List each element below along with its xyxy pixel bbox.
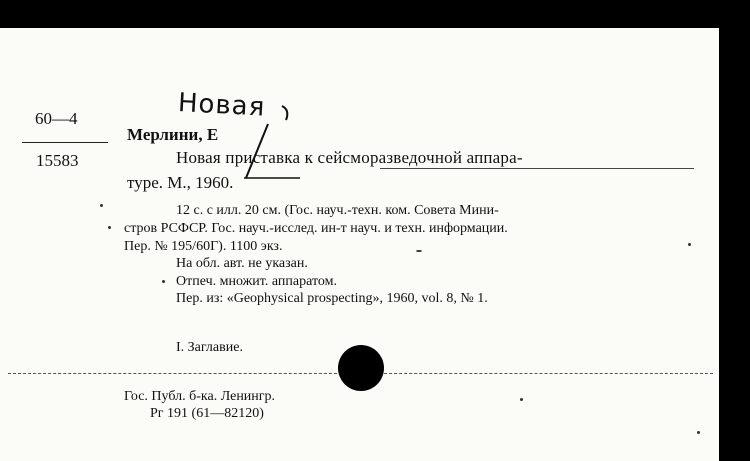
card-punch-hole bbox=[338, 345, 384, 391]
scan-speck bbox=[520, 398, 523, 401]
description-line-3: Пер. № 195/60Г). 1100 экз. bbox=[124, 239, 283, 254]
call-number-top: 60—4 bbox=[35, 109, 78, 128]
title-line-1: Новая приставка к сейсморазведочной аппара- bbox=[176, 148, 523, 167]
library-line-1: Гос. Публ. б-ка. Ленингр. bbox=[124, 389, 276, 404]
note-3: Пер. из: «Geophysical prospecting», 1960, vol. 8, № 1. bbox=[176, 291, 488, 306]
scan-border-top bbox=[0, 0, 750, 28]
description-line-2: стров РСФСР. Гос. науч.-исслед. ин-т науч. и техн. информации. bbox=[124, 221, 508, 236]
scan-border-right bbox=[719, 0, 750, 461]
scan-speck bbox=[108, 226, 111, 229]
catalog-card bbox=[0, 28, 719, 461]
note-1: На обл. авт. не указан. bbox=[176, 256, 308, 271]
subject-heading: I. Заглавие. bbox=[176, 340, 243, 355]
scan-speck bbox=[697, 431, 700, 434]
title-line-2: туре. М., 1960. bbox=[127, 173, 234, 192]
scan-speck bbox=[688, 243, 691, 246]
description-line-1: 12 с. с илл. 20 см. (Гос. науч.-техн. ком. Совета Мини- bbox=[176, 203, 499, 218]
note-2: Отпеч. множит. аппаратом. bbox=[176, 274, 337, 289]
handwritten-annotation: Новая bbox=[177, 88, 267, 123]
scan-speck bbox=[100, 204, 103, 207]
author-heading: Мерлини, Е bbox=[127, 125, 219, 144]
handwritten-slash-mark bbox=[0, 28, 719, 461]
call-number-bottom: 15583 bbox=[36, 151, 79, 170]
scan-speck bbox=[162, 280, 165, 283]
scan-speck bbox=[416, 250, 422, 252]
library-line-2: Рг 191 (61—82120) bbox=[150, 406, 264, 421]
